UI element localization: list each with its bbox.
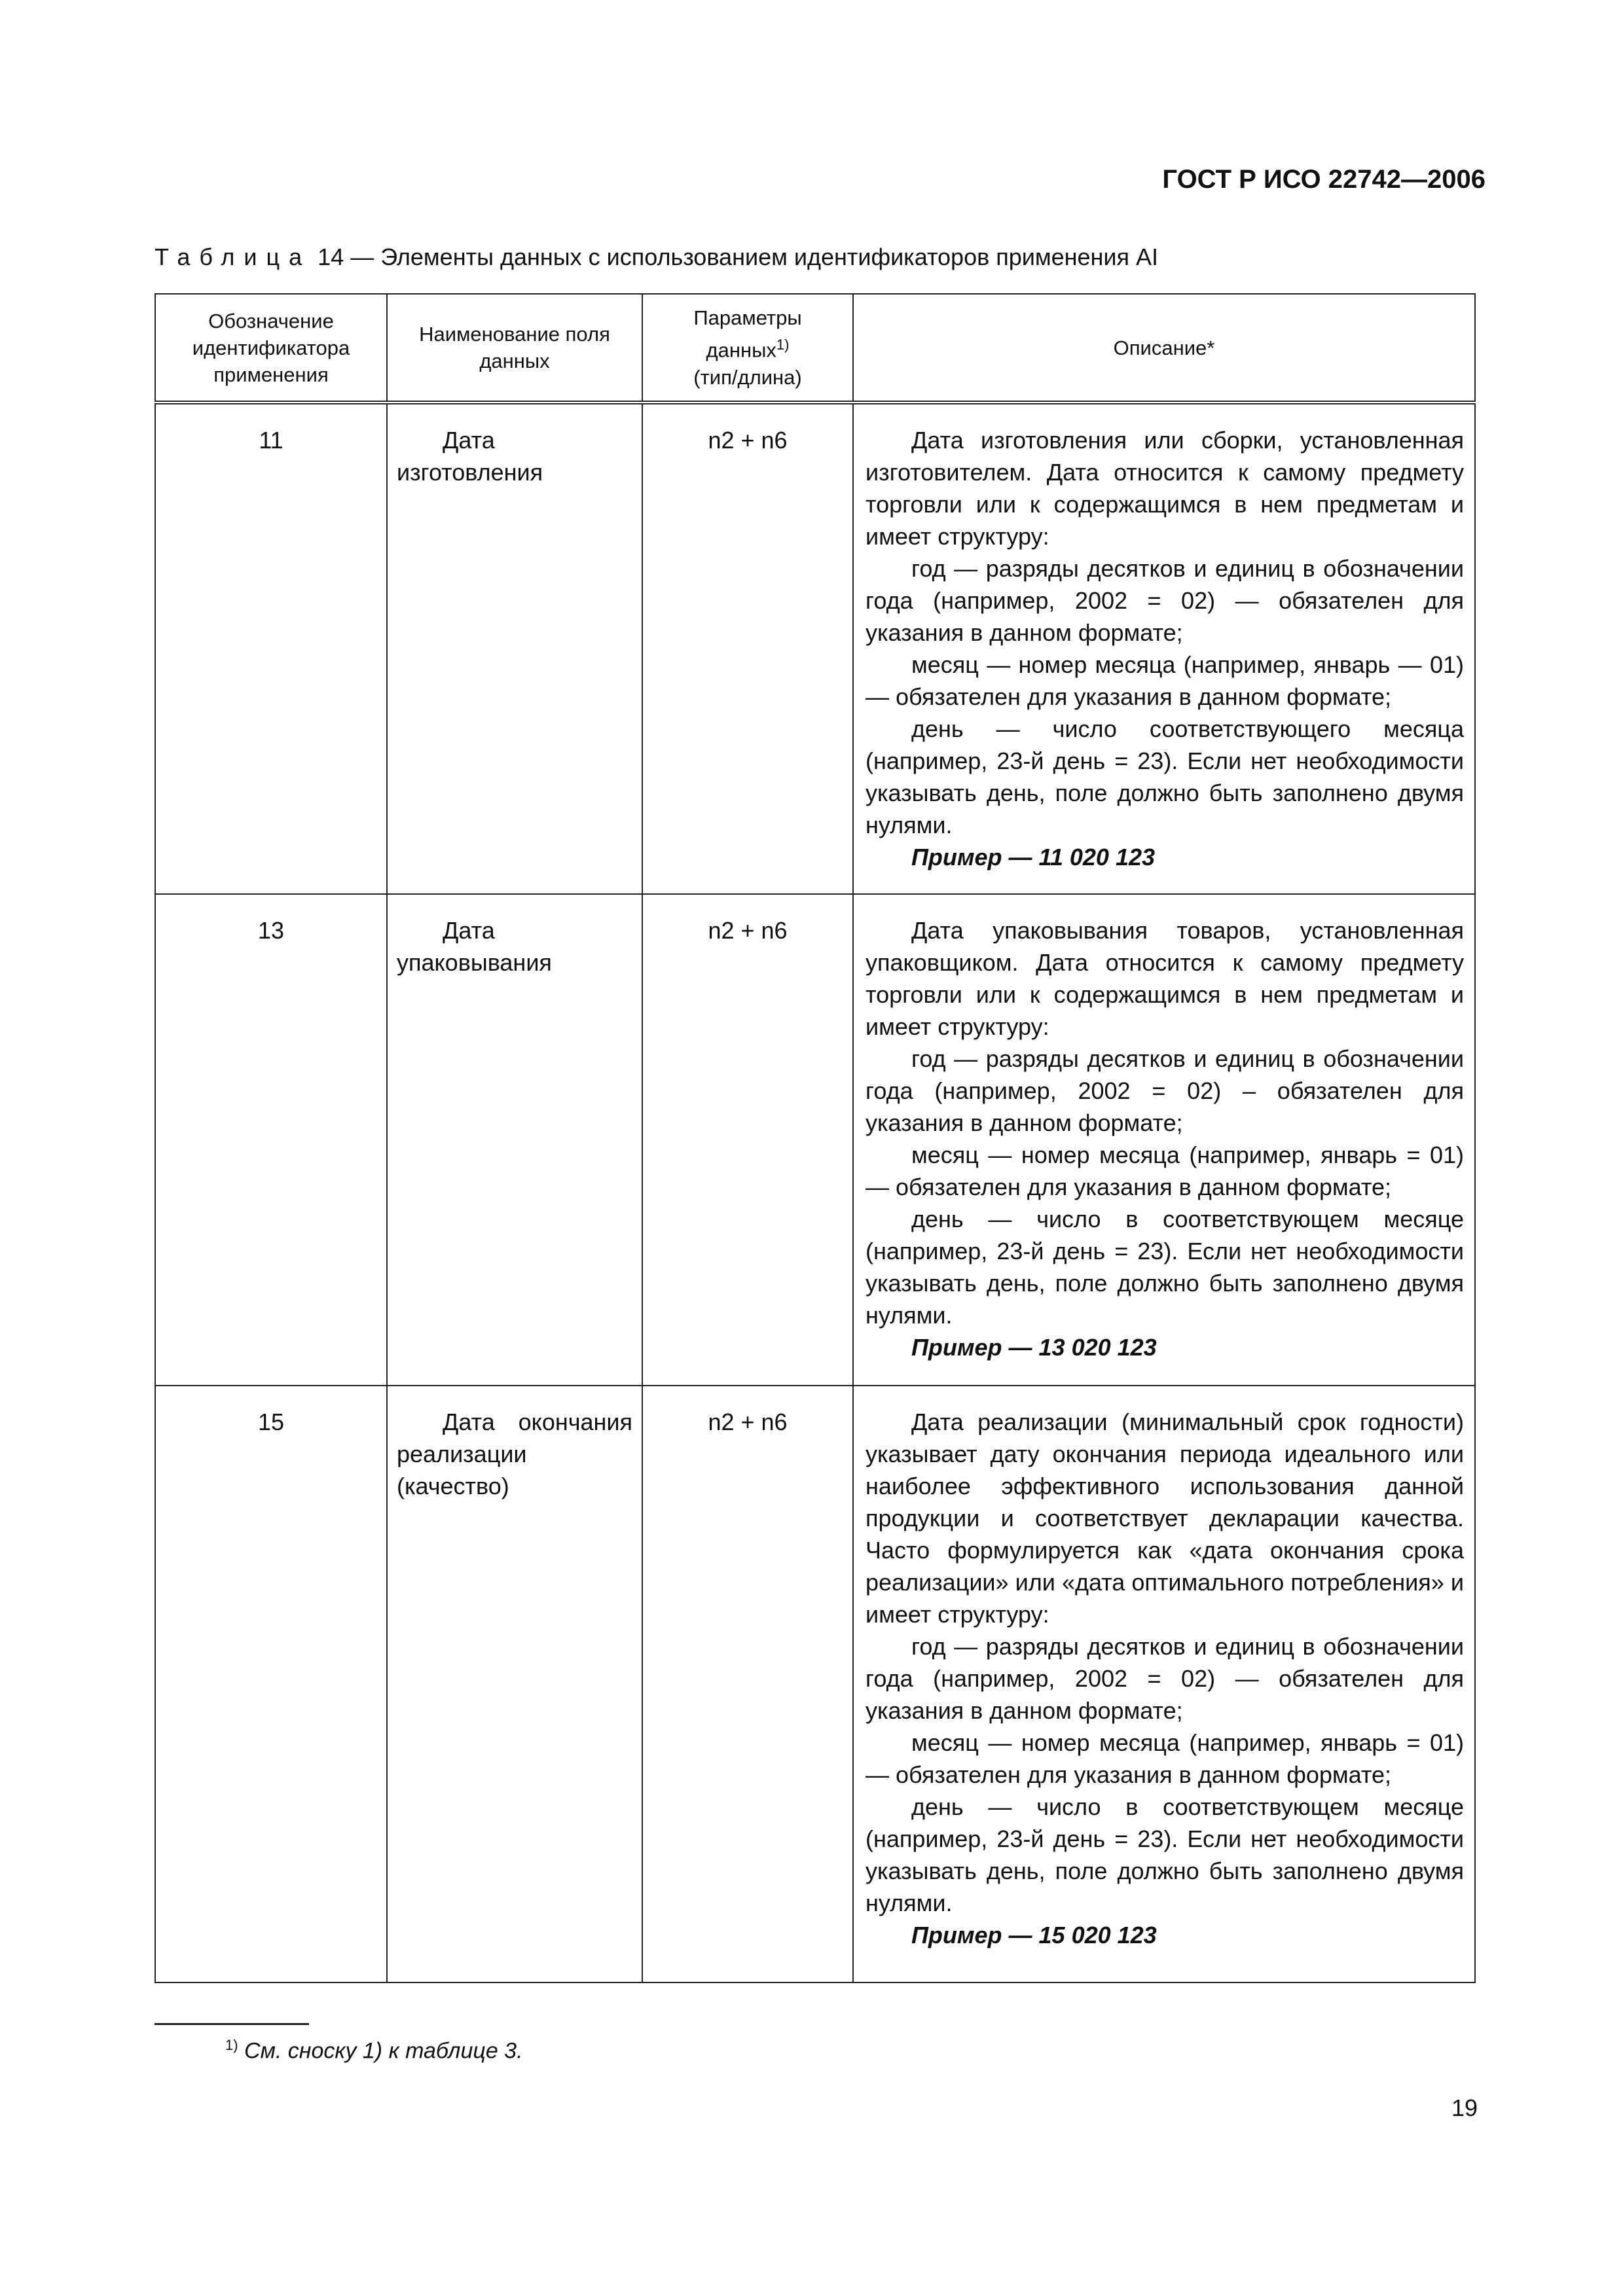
page-number: 19 — [1451, 2094, 1478, 2121]
footnote-text: См. сноску 1) к таблице 3. — [244, 2038, 523, 2064]
description-paragraph: месяц — номер месяца (например, январь = 01) — обязателен для указания в данном формате; — [866, 1141, 1464, 1200]
table-caption-label: Таблица — [155, 243, 312, 270]
cell-name-text: Дата упаковывания — [397, 917, 552, 976]
table-row — [155, 403, 1475, 894]
description-paragraph: год — разряды десятков и единиц в обозначении года (например, 2002 = 02) — обязателен для указания в данном формате; — [866, 1633, 1464, 1724]
column-header-name: Наименование поля данных — [387, 294, 642, 403]
description-paragraph: день — число соответствующего месяца (например, 23-й день = 23). Если нет необходимости указывать день, поле должно быть заполнено двумя нулями. — [866, 715, 1464, 838]
cell-description — [853, 894, 1475, 1386]
data-elements-table — [155, 293, 1476, 1983]
column-header-description: Описание* — [853, 294, 1475, 403]
cell-params: n2 + n6 — [642, 1386, 853, 1982]
description-example: Пример — 15 020 123 — [911, 1922, 1157, 1948]
column-header-params-type: (тип/длина) — [693, 365, 802, 389]
description-paragraph: месяц — номер месяца (например, январь = 01) — обязателен для указания в данном формате; — [866, 1729, 1464, 1788]
description-paragraph: день — число в соответствующем месяце (например, 23-й день = 23). Если нет необходимости указывать день, поле должно быть заполнено двумя нулями. — [866, 1206, 1464, 1329]
cell-params: n2 + n6 — [642, 894, 853, 1386]
footnote-separator — [155, 2023, 309, 2025]
standard-code: ГОСТ Р ИСО 22742—2006 — [1162, 165, 1486, 194]
description-paragraph: Дата реализации (минимальный срок годности) указывает дату окончания периода идеального или наиболее эффективного использования данной продукции и соответствует декларации качества. Часто формулируется как «дата окончания срока реализации» или «дата оптимального потребления» и имеет структуру: — [866, 1408, 1464, 1628]
description-paragraph: Дата изготовления или сборки, установленная изготовителем. Дата относится к самому предмету торговли или к содержащимся в нем предметам и имеет структуру: — [866, 427, 1464, 550]
table-caption-text: 14 — Элементы данных с использованием идентификаторов применения AI — [318, 243, 1159, 270]
cell-ai: 13 — [155, 894, 387, 1386]
description-paragraph: месяц — номер месяца (например, январь — 01) — обязателен для указания в данном формате; — [866, 651, 1464, 710]
cell-ai: 15 — [155, 1386, 387, 1982]
description-paragraph: день — число в соответствующем месяце (например, 23-й день = 23). Если нет необходимости указывать день, поле должно быть заполнено двумя нулями. — [866, 1793, 1464, 1916]
column-header-ai: Обозначение идентификатора применения — [155, 294, 387, 403]
table-row — [155, 1386, 1475, 1982]
table-caption — [155, 243, 1158, 271]
cell-name-text: Дата окончания реализации (качество) — [397, 1408, 632, 1499]
cell-ai: 11 — [155, 403, 387, 894]
column-header-params — [642, 294, 853, 403]
cell-name — [387, 1386, 642, 1982]
column-header-params-footnote-mark: 1) — [776, 336, 790, 353]
description-paragraph: Дата упаковывания товаров, установленная упаковщиком. Дата относится к самому предмету торговли или к содержащимся в нем предметам и имеет структуру: — [866, 917, 1464, 1040]
cell-name — [387, 403, 642, 894]
description-example: Пример — 13 020 123 — [911, 1334, 1157, 1361]
table-row — [155, 894, 1475, 1386]
description-example: Пример — 11 020 123 — [911, 844, 1156, 870]
description-paragraph: год — разряды десятков и единиц в обозначении года (например, 2002 = 02) – обязателен для указания в данном формате; — [866, 1045, 1464, 1136]
cell-name-text: Дата изготовления — [397, 427, 543, 486]
footnote — [225, 2037, 523, 2064]
description-paragraph: год — разряды десятков и единиц в обозначении года (например, 2002 = 02) — обязателен для указания в данном формате; — [866, 555, 1464, 646]
column-header-params-label: Параметры данных — [693, 306, 802, 362]
footnote-mark: 1) — [225, 2037, 238, 2053]
cell-description — [853, 403, 1475, 894]
cell-description — [853, 1386, 1475, 1982]
cell-params: n2 + n6 — [642, 403, 853, 894]
table-header-row — [155, 294, 1475, 403]
cell-name — [387, 894, 642, 1386]
